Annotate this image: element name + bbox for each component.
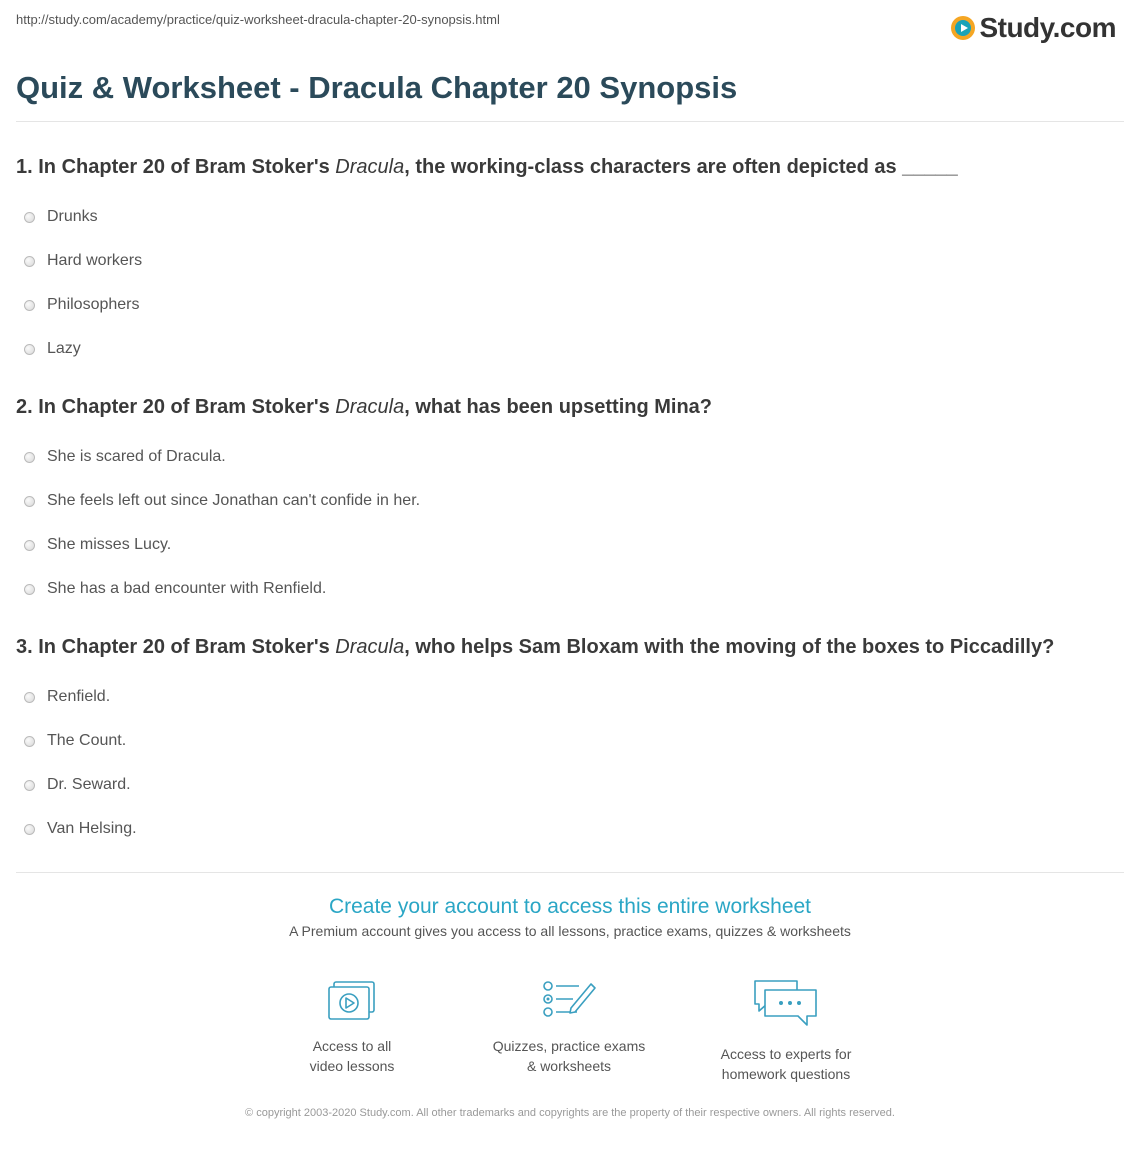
cta-subtitle: A Premium account gives you access to all lessons, practice exams, quizzes & worksheets [289, 923, 851, 939]
answer-options [16, 675, 1124, 851]
answer-option[interactable]: Philosophers [16, 283, 1124, 327]
play-logo-icon [951, 16, 975, 40]
cta-title-link[interactable]: Create your account to access this entire worksheet [328, 895, 812, 918]
radio-button[interactable] [24, 344, 35, 355]
question-3 [16, 633, 1124, 851]
copyright-notice: © copyright 2003-2020 Study.com. All other trademarks and copyrights are the property of their respective owners. All rights reserved. [245, 1107, 895, 1119]
question-text: 1. In Chapter 20 of Bram Stoker's Dracula, the working-class characters are often depicted as _____ [16, 156, 958, 178]
top-bar [16, 12, 1116, 42]
answer-options [16, 435, 1124, 611]
question-1 [16, 153, 1124, 371]
radio-button[interactable] [24, 584, 35, 595]
answer-option[interactable]: She has a bad encounter with Renfield. [16, 567, 1124, 611]
answer-option[interactable]: She is scared of Dracula. [16, 435, 1124, 479]
answer-option[interactable]: Dr. Seward. [16, 763, 1124, 807]
question-text: 3. In Chapter 20 of Bram Stoker's Dracula, who helps Sam Bloxam with the moving of the boxes to Piccadilly? [16, 636, 1055, 658]
radio-button[interactable] [24, 212, 35, 223]
radio-button[interactable] [24, 780, 35, 791]
logo-text: Study.com [979, 12, 1116, 43]
feature-homework-experts: Access to experts for homework questions [686, 978, 886, 1084]
cta-divider [16, 872, 1124, 873]
answer-option[interactable]: Lazy [16, 327, 1124, 371]
radio-button[interactable] [24, 452, 35, 463]
radio-button[interactable] [24, 824, 35, 835]
answer-option[interactable]: Renfield. [16, 675, 1124, 719]
page-url: http://study.com/academy/practice/quiz-worksheet-dracula-chapter-20-synopsis.html [16, 12, 500, 27]
chat-bubbles-icon [753, 978, 819, 1030]
answer-options [16, 195, 1124, 371]
radio-button[interactable] [24, 692, 35, 703]
answer-option[interactable]: She feels left out since Jonathan can't confide in her. [16, 479, 1124, 523]
radio-button[interactable] [24, 540, 35, 551]
answer-option[interactable]: Van Helsing. [16, 807, 1124, 851]
answer-option[interactable]: Hard workers [16, 239, 1124, 283]
answer-option[interactable]: She misses Lucy. [16, 523, 1124, 567]
answer-option[interactable]: Drunks [16, 195, 1124, 239]
radio-button[interactable] [24, 496, 35, 507]
page-title: Quiz & Worksheet - Dracula Chapter 20 Synopsis [16, 70, 738, 105]
title-divider [16, 121, 1124, 122]
study-logo[interactable] [951, 12, 1116, 44]
quiz-checklist-icon [541, 978, 597, 1022]
question-2 [16, 393, 1124, 611]
signup-cta [0, 895, 1140, 939]
question-text: 2. In Chapter 20 of Bram Stoker's Dracula, what has been upsetting Mina? [16, 396, 713, 418]
feature-quizzes: Quizzes, practice exams & worksheets [469, 978, 669, 1076]
feature-video-lessons: Access to all video lessons [252, 978, 452, 1076]
radio-button[interactable] [24, 736, 35, 747]
answer-option[interactable]: The Count. [16, 719, 1124, 763]
video-lessons-icon [327, 978, 377, 1022]
radio-button[interactable] [24, 256, 35, 267]
radio-button[interactable] [24, 300, 35, 311]
